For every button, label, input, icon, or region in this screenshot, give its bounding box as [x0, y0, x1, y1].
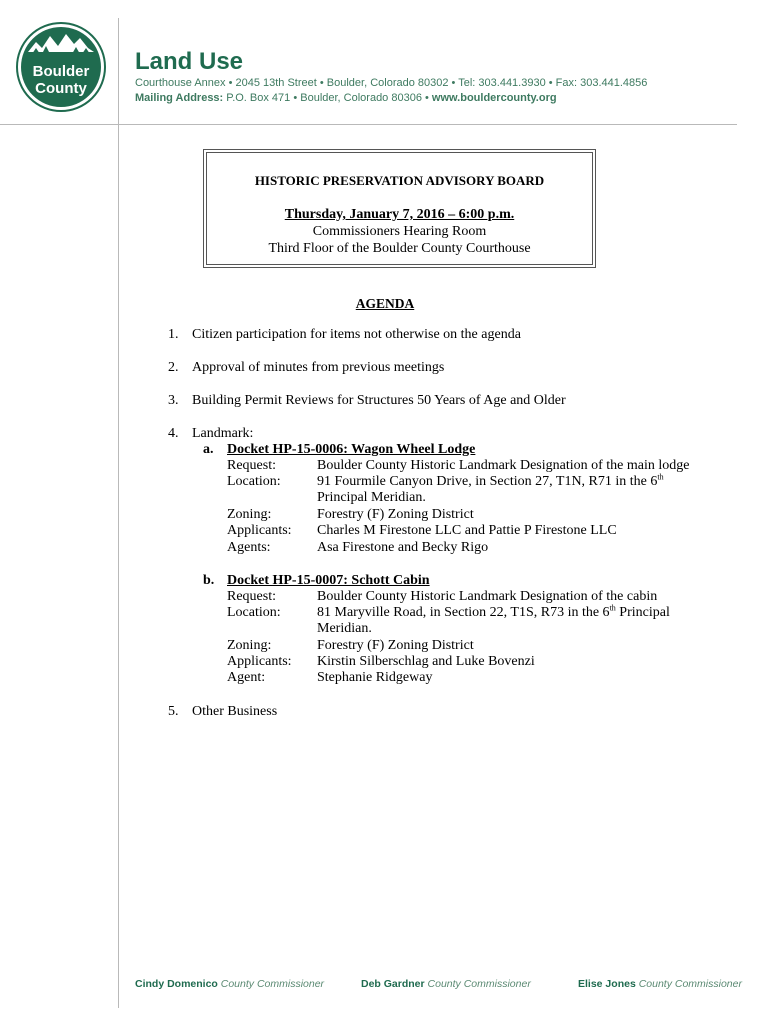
item-text: Citizen participation for items not otherwise on the agenda: [192, 327, 521, 342]
field-value: Stephanie Ridgeway: [317, 670, 433, 685]
commissioner-name: Deb Gardner: [361, 978, 425, 990]
item-number: 5.: [168, 704, 179, 719]
footer-commissioner: [578, 978, 742, 990]
ordinal-suffix: th: [609, 603, 616, 613]
commissioner-name: Elise Jones: [578, 978, 636, 990]
website-link[interactable]: www.bouldercounty.org: [431, 92, 557, 104]
ordinal-suffix: th: [657, 472, 664, 482]
item-text: Building Permit Reviews for Structures 50 Years of Age and Older: [192, 393, 566, 408]
item-number: 1.: [168, 327, 179, 342]
mailing-address: [135, 92, 557, 104]
docket-applicants: [227, 523, 617, 539]
docket-location-continued: Principal Meridian.: [317, 490, 426, 505]
field-label: Request:: [227, 458, 276, 473]
docket-title: [203, 442, 475, 458]
footer-commissioner: [135, 978, 324, 990]
docket-agents: [227, 540, 488, 556]
docket-title: [203, 573, 430, 589]
meeting-room: Commissioners Hearing Room: [312, 224, 487, 239]
mailing-text: P.O. Box 471 • Boulder, Colorado 80306 •: [223, 92, 432, 104]
docket-zoning: [227, 507, 474, 523]
docket-heading: Docket HP-15-0007: Schott Cabin: [227, 573, 430, 588]
field-label: Location:: [227, 605, 281, 620]
field-label: Location:: [227, 474, 281, 489]
item-number: 4.: [168, 426, 179, 441]
field-label: Zoning:: [227, 638, 272, 653]
docket-location: [227, 474, 664, 490]
meeting-info-box: [203, 149, 596, 268]
field-label: Agent:: [227, 670, 266, 685]
docket-applicants: [227, 654, 535, 670]
item-number: 3.: [168, 393, 179, 408]
docket-letter: b.: [203, 573, 215, 588]
field-value: 91 Fourmile Canyon Drive, in Section 27, T1N, R71 in the 6: [317, 474, 658, 489]
agenda-item: [168, 393, 566, 409]
office-address: Courthouse Annex • 2045 13th Street • Boulder, Colorado 80302 • Tel: 303.441.3930 • Fax: 303.441.4856: [135, 77, 648, 89]
docket-location-continued: Meridian.: [317, 621, 372, 636]
docket-zoning: [227, 638, 474, 654]
field-value: Forestry (F) Zoning District: [317, 507, 474, 522]
docket-letter: a.: [203, 442, 214, 457]
field-value: Kirstin Silberschlag and Luke Bovenzi: [317, 654, 535, 669]
item-number: 2.: [168, 360, 179, 375]
field-label: Agents:: [227, 540, 271, 555]
docket-agents: [227, 670, 432, 686]
field-label: Request:: [227, 589, 276, 604]
item-text: Approval of minutes from previous meetings: [192, 360, 445, 375]
agenda-item: [168, 426, 253, 442]
logo-text-line1: Boulder: [32, 63, 90, 80]
agenda-item: [168, 327, 521, 343]
commissioner-role: County Commissioner: [635, 978, 742, 990]
field-value: 81 Maryville Road, in Section 22, T1S, R73 in the 6: [317, 605, 610, 620]
commissioner-name: Cindy Domenico: [135, 978, 218, 990]
docket-heading: Docket HP-15-0006: Wagon Wheel Lodge: [227, 442, 476, 457]
logo-text-line2: County: [35, 80, 87, 97]
field-value: Forestry (F) Zoning District: [317, 638, 474, 653]
meeting-date: Thursday, January 7, 2016 – 6:00 p.m.: [284, 207, 515, 222]
field-value: Boulder County Historic Landmark Designation of the main lodge: [317, 458, 690, 473]
docket-location: [227, 605, 670, 621]
field-value: Boulder County Historic Landmark Designation of the cabin: [317, 589, 658, 604]
field-label: Applicants:: [227, 654, 292, 669]
agenda-item: [168, 360, 444, 376]
board-name: HISTORIC PRESERVATION ADVISORY BOARD: [254, 173, 545, 188]
commissioner-role: County Commissioner: [424, 978, 531, 990]
commissioner-role: County Commissioner: [217, 978, 325, 990]
boulder-county-logo: [16, 22, 106, 112]
agenda-heading: AGENDA: [355, 296, 415, 311]
field-value: Asa Firestone and Becky Rigo: [317, 540, 489, 555]
field-value: Charles M Firestone LLC and Pattie P Firestone LLC: [317, 523, 617, 538]
item-text: Other Business: [192, 704, 278, 719]
footer-commissioner: [361, 978, 531, 990]
docket-request: [227, 458, 689, 474]
department-title: Land Use: [135, 48, 244, 75]
field-label: Applicants:: [227, 523, 292, 538]
field-value-tail: Principal: [615, 605, 670, 620]
field-label: Zoning:: [227, 507, 272, 522]
docket-request: [227, 589, 657, 605]
mailing-label: Mailing Address:: [135, 92, 224, 104]
header-divider-vertical: [118, 18, 119, 1008]
item-text: Landmark:: [192, 426, 254, 441]
header-divider-horizontal: [0, 124, 737, 125]
agenda-item: [168, 704, 277, 720]
meeting-floor: Third Floor of the Boulder County Courthouse: [268, 241, 531, 256]
